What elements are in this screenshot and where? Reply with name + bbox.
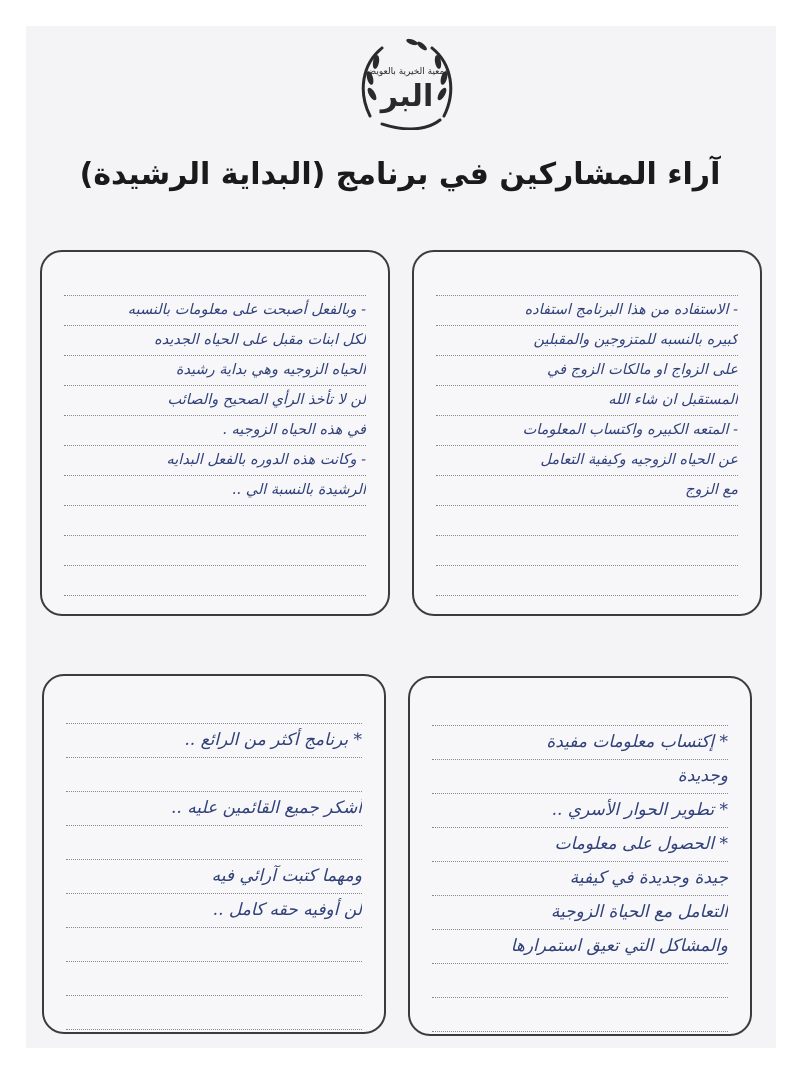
handwritten-line: * تطوير الحوار الأسري ..	[432, 794, 728, 828]
logo	[352, 34, 462, 130]
logo-subtitle: جمعية الخيرية بالعويضة	[363, 67, 451, 77]
handwritten-line	[64, 536, 366, 566]
handwritten-line: * إكتساب معلومات مفيدة	[432, 726, 728, 760]
handwritten-line: - وكانت هذه الدوره بالفعل البدايه	[64, 446, 366, 476]
handwritten-line: - المتعه الكبيره واكتساب المعلومات	[436, 416, 738, 446]
handwritten-line: الحياه الزوجيه وهي بداية رشيدة	[64, 356, 366, 386]
handwritten-line: والمشاكل التي تعيق استمرارها	[432, 930, 728, 964]
handwritten-line: على الزواج او مالكات الزوج في	[436, 356, 738, 386]
handwritten-line	[66, 826, 362, 860]
handwritten-line: - الاستفاده من هذا البرنامج استفاده	[436, 296, 738, 326]
handwritten-line: في هذه الحياه الزوجيه .	[64, 416, 366, 446]
wheat-wreath-icon	[352, 34, 462, 130]
handwritten-line	[432, 692, 728, 726]
handwritten-line	[436, 566, 738, 596]
handwritten-line	[66, 758, 362, 792]
handwritten-line: * برنامج أكثر من الرائع ..	[66, 724, 362, 758]
handwritten-line: لن لا تأخذ الرأي الصحيح والصائب	[64, 386, 366, 416]
page-title: آراء المشاركين في برنامج (البداية الرشيدة)	[79, 157, 721, 192]
handwritten-line: ومهما كتبت آرائي فيه	[66, 860, 362, 894]
handwritten-line: أشكر جميع القائمين عليه ..	[66, 792, 362, 826]
handwritten-line: عن الحياه الزوجيه وكيفية التعامل	[436, 446, 738, 476]
logo-text: البر	[380, 79, 434, 114]
handwritten-line	[432, 964, 728, 998]
handwritten-line	[66, 928, 362, 962]
handwritten-line: - وبالفعل أصبحت على معلومات بالنسبه	[64, 296, 366, 326]
handwritten-line: لن أوفيه حقه كامل ..	[66, 894, 362, 928]
feedback-card-top-left	[40, 250, 390, 616]
feedback-card-top-right	[412, 250, 762, 616]
handwritten-line: التعامل مع الحياة الزوجية	[432, 896, 728, 930]
handwritten-line	[66, 690, 362, 724]
handwritten-line	[64, 506, 366, 536]
handwritten-line	[436, 536, 738, 566]
handwritten-line	[436, 506, 738, 536]
handwritten-line: * الحصول على معلومات	[432, 828, 728, 862]
feedback-card-bottom-right	[408, 676, 752, 1036]
handwritten-line: المستقبل ان شاء الله	[436, 386, 738, 416]
feedback-card-bottom-left	[42, 674, 386, 1034]
handwritten-line: جيدة وجديدة في كيفية	[432, 862, 728, 896]
handwritten-line	[64, 266, 366, 296]
handwritten-line: وجديدة	[432, 760, 728, 794]
handwritten-line	[64, 566, 366, 596]
handwritten-line	[66, 996, 362, 1030]
handwritten-line	[66, 962, 362, 996]
handwritten-line	[436, 266, 738, 296]
handwritten-line: كبيره بالنسبه للمتزوجين والمقبلين	[436, 326, 738, 356]
handwritten-line: الرشيدة بالنسبة الي ..	[64, 476, 366, 506]
handwritten-line	[432, 998, 728, 1032]
handwritten-line: مع الزوج	[436, 476, 738, 506]
handwritten-line: لكل ابنات مقبل على الحياه الجديده	[64, 326, 366, 356]
